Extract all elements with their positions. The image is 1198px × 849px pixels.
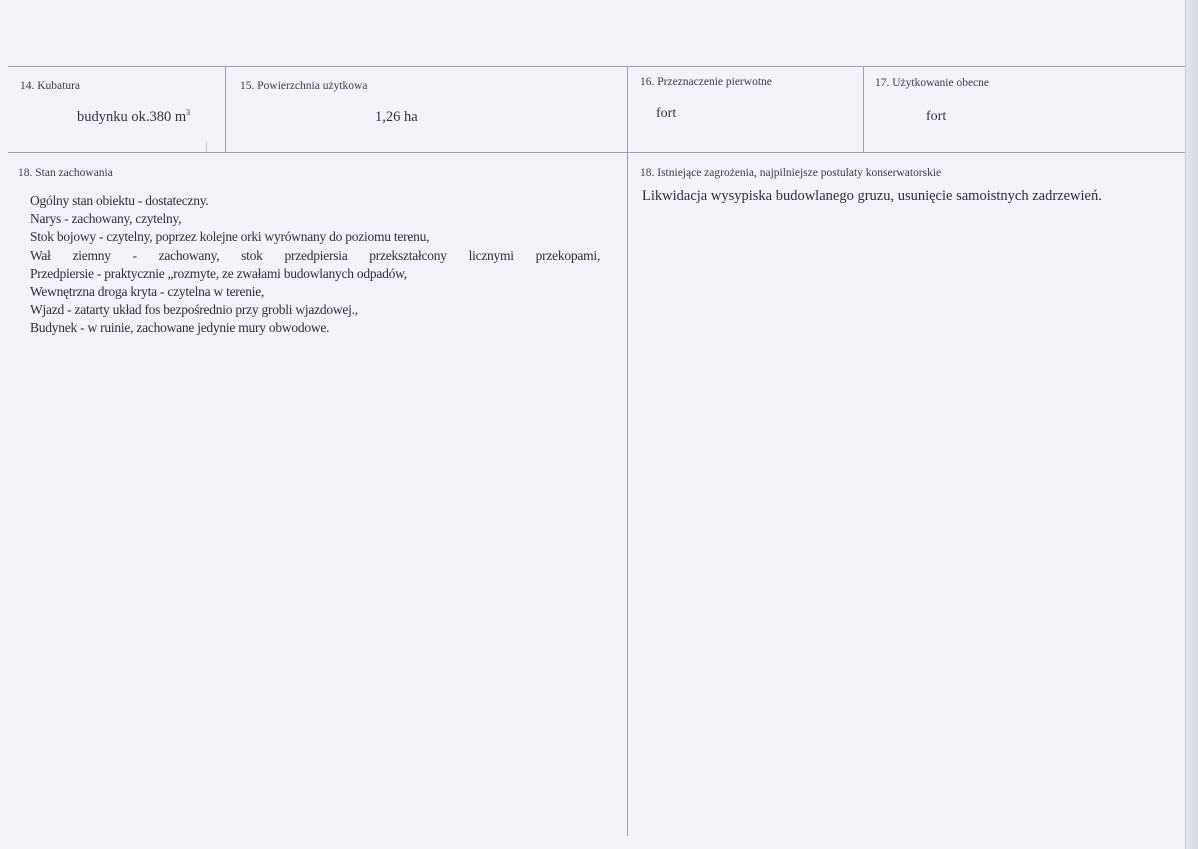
kubatura-value-text: budynku ok.380 m: [77, 109, 187, 125]
stan-line: Wewnętrzna droga kryta - czytelna w terenie,: [30, 284, 265, 300]
kubatura-label: 14. Kubatura: [20, 80, 81, 92]
paper-edge: [1185, 0, 1198, 849]
kubatura-unit-exponent: 3: [186, 108, 191, 118]
zagrozenia-text: Likwidacja wysypiska budowlanego gruzu, usunięcie samoistnych zadrzewień.: [642, 188, 1102, 204]
top-border: [8, 66, 1186, 67]
stan-line: Przedpiersie - praktycznie „rozmyte, ze zwałami budowlanych odpadów,: [30, 265, 407, 281]
stan-line: Ogólny stan obiektu - dostateczny.: [30, 193, 209, 208]
uzytkowanie-value: fort: [926, 109, 947, 124]
powierzchnia-label: 15. Powierzchnia użytkowa: [240, 80, 368, 92]
stan-label: 18. Stan zachowania: [18, 167, 113, 179]
kubatura-value: [77, 109, 190, 126]
divider-16-17: [863, 66, 864, 152]
stan-line: Wał ziemny - zachowany, stok przedpiersia przekształcony licznymi przekopami,: [30, 247, 600, 263]
middle-border: [8, 152, 1186, 153]
przeznaczenie-value: fort: [656, 106, 677, 121]
stan-line: Narys - zachowany, czytelny,: [30, 211, 182, 227]
tick-mark: [206, 142, 207, 152]
przeznaczenie-label: 16. Przeznaczenie pierwotne: [640, 76, 772, 88]
powierzchnia-value: 1,26 ha: [375, 109, 418, 125]
stan-line: Stok bojowy - czytelny, poprzez kolejne orki wyrównany do poziomu terenu,: [30, 229, 430, 245]
stan-text: [30, 192, 600, 338]
stan-line: Budynek - w ruinie, zachowane jedynie mury obwodowe.: [30, 320, 330, 336]
zagrozenia-label: 18. Istniejące zagrożenia, najpilniejsze postulaty konserwatorskie: [640, 167, 942, 179]
stan-line: Wjazd - zatarty układ fos bezpośrednio przy grobli wjazdowej.,: [30, 302, 358, 318]
divider-14-15: [225, 66, 226, 152]
divider-15-16: [627, 66, 628, 836]
uzytkowanie-label: 17. Użytkowanie obecne: [875, 77, 990, 89]
